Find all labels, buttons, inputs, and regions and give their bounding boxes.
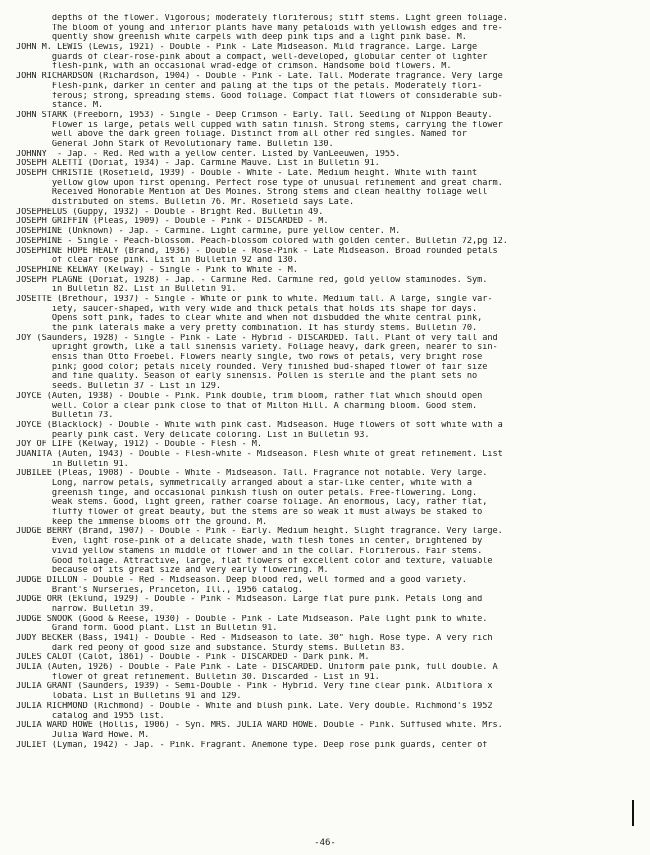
text-line: seeds. Bulletin 37 - List in 129. [16,382,221,392]
text-line: guards of clear-rose-pink about a compact, well-developed, globular center of lighter [16,52,488,62]
text-line: greenish tinge, and occasional pinkish flush on outer petals. Free-flowering. Long. [16,488,478,498]
text-line: quently show greenish white carpels with deep pink tips and a light pink base. M. [16,33,467,43]
text-line: JOSEPH PLAGNE (Doriat, 1928) - Jap. - Carmine Red. Carmine red, gold yellow staminodes. Sym. [16,275,488,285]
text-line: JUDGE SNOOK (Good & Reese, 1930) - Double - Pink - Late Midseason. Pale light pink to white. [16,614,488,624]
text-line: JOYCE (Blacklock) - Double - White with pink cast. Midseason. Huge flowers of soft white with a [16,420,503,430]
text-line: because of its great size and very early flowering. M. [16,566,329,576]
text-line: pink; good color; petals nicely rounded. Very finished bud-shaped flower of fair size [16,362,488,372]
text-line: JULIET (Lyman, 1942) - Jap. - Pink. Fragrant. Anemone type. Deep rose pink guards, center of [16,740,488,750]
text-line: fluffy flower of great beauty, but the stems are so weak it must always be staked to [16,508,483,518]
text-line: the pink laterals make a very pretty combination. It has sturdy stems. Bulletin 70. [16,324,478,333]
text-line: lobata. List in Bulletins 91 and 129. [16,692,242,702]
text-line: JULIA WARD HOWE (Hollis, 1906) - Syn. MRS. JULIA WARD HOWE. Double - Pink. Suffused white. Mrs. [16,721,503,731]
text-line: JULIA (Auten, 1926) - Double - Pale Pink - Late - DISCARDED. Uniform pale pink, full double. A [16,663,498,673]
text-line: Bulletin 73. [16,411,114,421]
text-line: well above the dark green foliage. Distinct from all other red singles. Named for [16,130,467,140]
text-line: JOSEPH GRIFFIN (Pleas, 1909) - Double - Pink - DISCARDED - M. [16,217,329,227]
text-line: yellow glow upon first opening. Perfect rose type of unusual refinement and great charm. [16,178,503,188]
text-line: ensis than Otto Froebel. Flowers nearly single, two rows of petals, very bright rose [16,353,483,363]
text-line: General John Stark of Revolutionary fame. Bulletin 130. [16,139,334,149]
text-line: pearly pink cast. Very delicate coloring. List in Bulletin 93. [16,430,370,440]
text-line: Long, narrow petals, symmetrically arranged about a star-like center, white with a [16,479,473,488]
text-line: iety, saucer-shaped, with very wide and thick petals that holds its shape for days. [16,304,478,314]
text-line: distributed on stems. Bulletin 76. Mr. Rosefield says Late. [16,198,355,208]
text-line: Julia Ward Howe. M. [16,730,150,740]
text-line: Flower is large, petals well cupped with satin finish. Strong stems, carrying the flower [16,120,503,130]
text-line: JUDGE ORR (Eklund, 1929) - Double - Pink - Midseason. Large flat pure pink. Petals long and [16,595,483,605]
text-line: well. Color a clear pink close to that of Milton Hill. A charming bloom. Good stem. [16,401,478,411]
text-line: vivid yellow stamens in middle of flower and in the collar. Floriferous. Fair stems. [16,546,483,556]
text-line: upright growth, like a tall sinensis variety. Foliage heavy, dark green, nearer to sin- [16,343,498,353]
text-line: weak stems. Good, light green, rather coarse foliage. An enormous, lacy, rather flat, [16,498,488,508]
text-line: JUBILEE (Pleas, 1908) - Double - White - Midseason. Tall. Fragrance not notable. Very large. [16,469,488,479]
text-line: JOSEPHINE - Single - Peach-blossom. Peach-blossom colored with golden center. Bulletin 72,pg 12. [16,236,508,246]
text-line: JUDGE BERRY (Brand, 1907) - Double - Pink - Early. Medium height. Slight fragrance. Very large. [16,527,503,537]
text-line: Flesh-pink, darker in center and paling at the tips of the petals. Moderately flori- [16,81,483,91]
text-line: JOYCE (Auten, 1938) - Double - Pink. Pink double, trim bloom, rather flat which should open [16,391,483,401]
text-line: flower of great refinement. Bulletin 30. Discarded - List in 91. [16,672,380,682]
text-line: Received Honorable Mention at Des Moines. Strong stems and clean healthy foliage well [16,188,488,198]
text-line: JULES CALOT (Calot, 1861) - Double - Pink - DISCARDED - Dark pink. M. [16,653,370,663]
text-line: dark red peony of good size and substance. Sturdy stems. Bulletin 83. [16,643,406,653]
margin-mark [632,800,634,826]
text-line: JOSEPH ALETTI (Doriat, 1934) - Jap. Carmine Mauve. List in Bulletin 91. [16,159,380,169]
text-line: JOY (Saunders, 1928) - Single - Pink - Late - Hybrid - DISCARDED. Tall. Plant of very tall and [16,333,498,343]
text-line: in Bulletin 91. [16,459,129,469]
text-line: Good foliage. Attractive, large, flat flowers of excellent color and texture, valuable [16,556,493,566]
text-line: JOHN RICHARDSON (Richardson, 1904) - Double - Pink - Late. Tall. Moderate fragrance. Very large [16,72,503,82]
text-line: Even, light rose-pink of a delicate shade, with flesh tones in center, brightened by [16,537,483,547]
text-line: and fine quality. Season of early sinensis. Pollen is sterile and the plant sets no [16,372,478,382]
text-line: JOY OF LIFE (Kelway, 1912) - Double - Flesh - M. [16,440,262,450]
peony-list-text [16,14,622,750]
text-line: The bloom of young and inferior plants have many petaloids with yellowish edges and fre- [16,23,503,33]
text-line: JOHNNY - Jap. - Red. Red with a yellow center. Listed by VanLeeuwen, 1955. [16,149,401,159]
text-line: JOHN STARK (Freeborn, 1953) - Single - Deep Crimson - Early. Tall. Seedling of Nippon Beauty. [16,110,493,120]
text-line: flesh-pink, with an occasional wrad-edge of crimson. Handsome bold flowers. M. [16,62,452,72]
text-line: JOSEPHELUS (Guppy, 1932) - Double - Bright Red. Bulletin 49. [16,207,324,217]
text-line: JOSETTE (Brethour, 1937) - Single - White or pink to white. Medium tall. A large, single var- [16,294,493,304]
text-line: JOHN M. LEWIS (Lewis, 1921) - Double - Pink - Late Midseason. Mild fragrance. Large. Large [16,43,478,53]
text-line: JULIA GRANT (Saunders, 1939) - Semi-Double - Pink - Hybrid. Very fine clear pink. Albiflora x [16,682,493,692]
text-line: JULIA RICHMOND (Richmond) - Double - White and blush pink. Late. Very double. Richmond's 1952 [16,701,493,711]
text-line: JOSEPHINE KELWAY (Kelway) - Single - Pink to White - M. [16,265,298,275]
text-line: JUDY BECKER (Bass, 1941) - Double - Red - Midseason to late. 30" high. Rose type. A very rich [16,634,493,643]
text-line: Brant's Nurseries, Princeton, Ill., 1956 catalog. [16,585,303,595]
text-line: catalog and 1955 list. [16,711,165,721]
text-line: narrow. Bulletin 39. [16,604,155,614]
text-line: JOSEPHINE HOPE HEALY (Brand, 1936) - Double - Rose-Pink - Late Midseason. Broad rounded petals [16,246,498,256]
text-line: of clear rose pink. List in Bulletin 92 and 130. [16,256,298,266]
page-number: -46- [314,838,336,848]
text-line: JOSEPHINE (Unknown) - Jap. - Carmine. Light carmine, pure yellow center. M. [16,227,401,237]
text-line: JUANITA (Auten, 1943) - Double - Flesh-white - Midseason. Flesh white of great refinement. List [16,449,503,459]
text-line: in Bulletin 82. List in Bulletin 91. [16,285,237,295]
text-line: Grand form. Good plant. List in Bulletin 91. [16,624,278,634]
text-line: depths of the flower. Vigorous; moderately floriferous; stiff stems. Light green foliage. [16,14,508,23]
text-line: keep the immense blooms off the ground. M. [16,517,268,527]
text-line: ferous; strong, spreading stems. Good foliage. Compact flat flowers of considerable sub- [16,91,503,101]
text-line: JUDGE DILLON - Double - Red - Midseason. Deep blood red, well formed and a good variety. [16,575,467,585]
text-line: stance. M. [16,101,104,111]
text-line: Opens soft pink, fades to clear white and when not disbudded the white central pink, [16,314,483,324]
text-line: JOSEPH CHRISTIE (Rosefield, 1939) - Double - White - Late. Medium height. White with faint [16,169,478,178]
